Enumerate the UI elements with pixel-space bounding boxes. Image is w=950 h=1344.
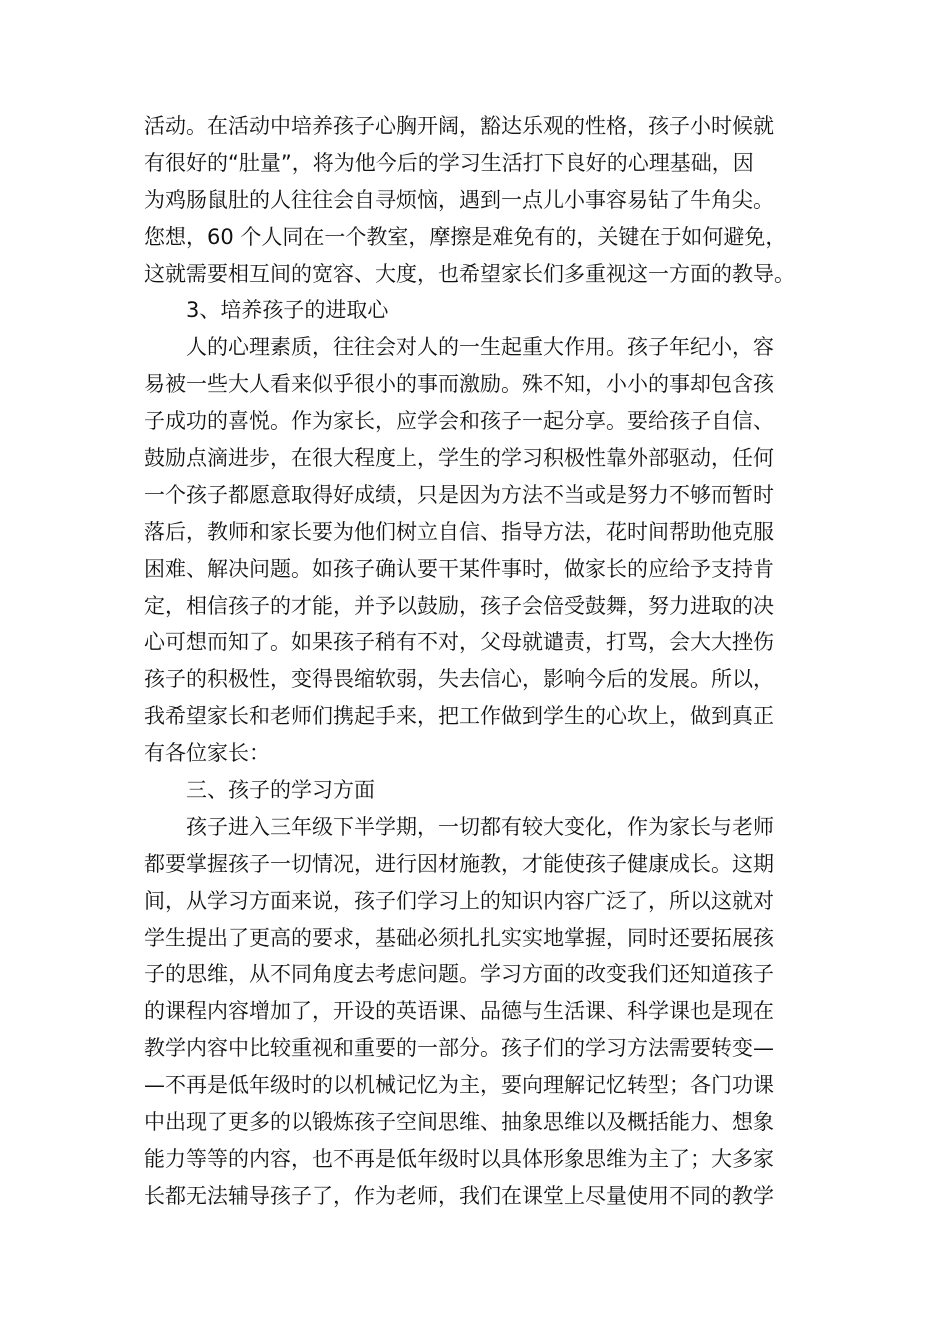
text-line: 落后，教师和家长要为他们树立自信、指导方法，花时间帮助他克服: [144, 519, 774, 544]
text-line: 为鸡肠鼠肚的人往往会自寻烦恼，遇到一点儿小事容易钻了牛角尖。: [144, 187, 774, 212]
text-line: 一个孩子都愿意取得好成绩，只是因为方法不当或是努力不够而暂时: [144, 482, 774, 507]
text-line: 的课程内容增加了，开设的英语课、品德与生活课、科学课也是现在: [144, 999, 774, 1024]
text-line: 子的思维，从不同角度去考虑问题。学习方面的改变我们还知道孩子: [144, 962, 774, 987]
text-line: 人的心理素质，往往会对人的一生起重大作用。孩子年纪小，容: [186, 335, 774, 360]
text-line: 能力等等的内容，也不再是低年级时以具体形象思维为主了；大多家: [144, 1146, 774, 1171]
text-line: 长都无法辅导孩子了，作为老师，我们在课堂上尽量使用不同的教学: [144, 1183, 774, 1208]
text-line: 困难、解决问题。如孩子确认要干某件事时，做家长的应给予支持肯: [144, 556, 774, 581]
text-line: 都要掌握孩子一切情况，进行因材施教，才能使孩子健康成长。这期: [144, 851, 774, 876]
text-line: 有很好的“肚量”，将为他今后的学习生活打下良好的心理基础，因: [144, 150, 754, 175]
text-line: 这就需要相互间的宽容、大度，也希望家长们多重视这一方面的教导。: [144, 261, 795, 286]
text-line: 易被一些大人看来似乎很小的事而激励。殊不知，小小的事却包含孩: [144, 372, 774, 397]
text-line: —不再是低年级时的以机械记忆为主，要向理解记忆转型；各门功课: [144, 1073, 774, 1098]
text-line: 孩子的积极性，变得畏缩软弱，失去信心，影响今后的发展。所以，: [144, 667, 774, 692]
text-line: 活动。在活动中培养孩子心胸开阔，豁达乐观的性格，孩子小时候就: [144, 114, 774, 138]
text-line: 您想，60 个人同在一个教室，摩擦是难免有的，关键在于如何避免，: [144, 224, 787, 249]
text-line: 我希望家长和老师们携起手来，把工作做到学生的心坎上，做到真正: [144, 704, 774, 729]
text-line: 心可想而知了。如果孩子稍有不对，父母就谴责，打骂，会大大挫伤: [144, 630, 774, 655]
text-line: 学生提出了更高的要求，基础必须扎扎实实地掌握，同时还要拓展孩: [144, 925, 774, 950]
document-body: [144, 108, 824, 1215]
text-line: 间，从学习方面来说，孩子们学习上的知识内容广泛了，所以这就对: [144, 888, 774, 913]
text-line: 中出现了更多的以锻炼孩子空间思维、抽象思维以及概括能力、想象: [144, 1110, 774, 1135]
text-line: 定，相信孩子的才能，并予以鼓励，孩子会倍受鼓舞，努力进取的决: [144, 593, 774, 618]
text-line: 有各位家长：: [144, 741, 270, 766]
section-heading: 三、孩子的学习方面: [186, 778, 375, 803]
section-heading: 3、培养孩子的进取心: [186, 298, 389, 323]
text-line: 子成功的喜悦。作为家长，应学会和孩子一起分享。要给孩子自信、: [144, 409, 774, 434]
text-line: 教学内容中比较重视和重要的一部分。孩子们的学习方法需要转变—: [144, 1036, 774, 1061]
text-line: 孩子进入三年级下半学期，一切都有较大变化，作为家长与老师: [186, 814, 774, 839]
text-line: 鼓励点滴进步，在很大程度上，学生的学习积极性靠外部驱动，任何: [144, 446, 774, 471]
